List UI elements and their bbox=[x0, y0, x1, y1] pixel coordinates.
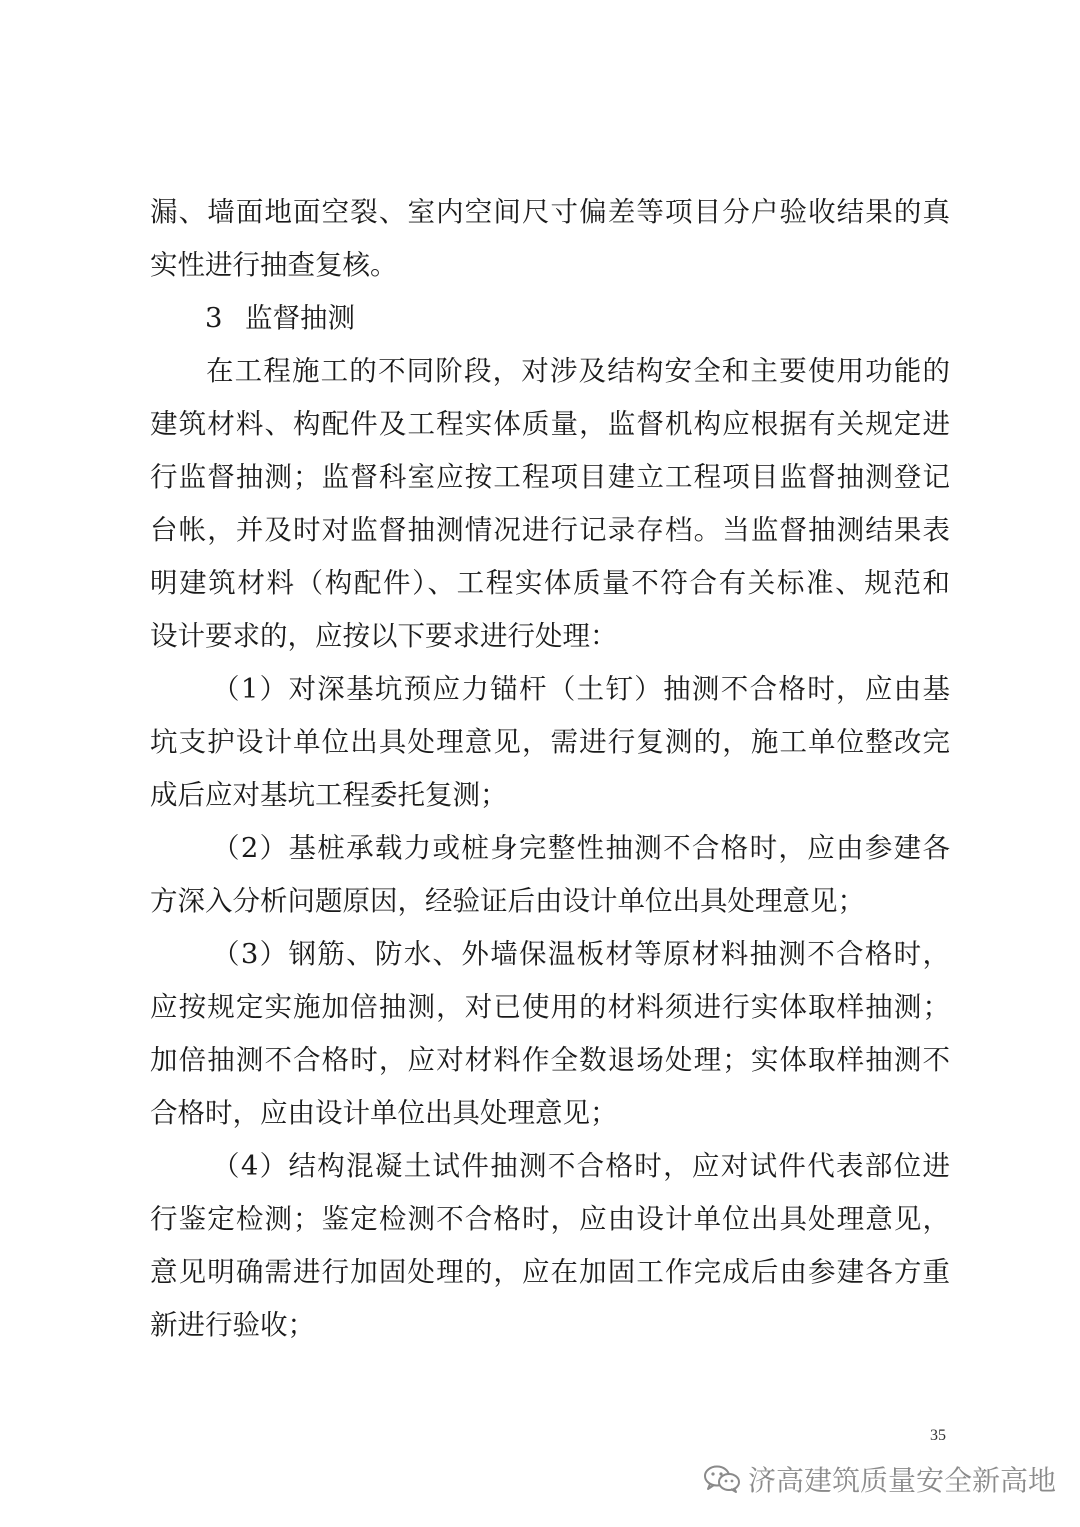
list-item-line: （3）钢筋、防水、外墙保温板材等原材料抽测不合格时， bbox=[212, 938, 950, 970]
text-line: 成后应对基坑工程委托复测； bbox=[150, 779, 508, 811]
text-line: 新进行验收； bbox=[150, 1309, 315, 1341]
text-line: 应按规定实施加倍抽测，对已使用的材料须进行实体取样抽测； bbox=[150, 991, 950, 1023]
section-heading bbox=[150, 292, 950, 345]
text-line: 加倍抽测不合格时，应对材料作全数退场处理；实体取样抽测不 bbox=[150, 1044, 950, 1076]
text-line: 坑支护设计单位出具处理意见，需进行复测的，施工单位整改完 bbox=[150, 726, 950, 758]
section-title: 监督抽测 bbox=[245, 302, 355, 334]
list-item-line: （1）对深基坑预应力锚杆（土钉）抽测不合格时，应由基 bbox=[212, 673, 950, 705]
document-body bbox=[150, 186, 950, 1352]
wechat-icon bbox=[702, 1464, 742, 1494]
text-line: 行监督抽测；监督科室应按工程项目建立工程项目监督抽测登记 bbox=[150, 461, 950, 493]
watermark bbox=[702, 1461, 1056, 1497]
text-line: 建筑材料、构配件及工程实体质量，监督机构应根据有关规定进 bbox=[150, 408, 950, 440]
page-number: 35 bbox=[930, 1427, 946, 1444]
text-line: 在工程施工的不同阶段，对涉及结构安全和主要使用功能的 bbox=[206, 355, 950, 387]
text-line: 意见明确需进行加固处理的，应在加固工作完成后由参建各方重 bbox=[150, 1256, 950, 1288]
list-item-line: （4）结构混凝土试件抽测不合格时，应对试件代表部位进 bbox=[212, 1150, 950, 1182]
text-line: 明建筑材料（构配件）、工程实体质量不符合有关标准、规范和 bbox=[150, 567, 950, 599]
text-line: 方深入分析问题原因，经验证后由设计单位出具处理意见； bbox=[150, 885, 865, 917]
section-number: 3 bbox=[205, 302, 223, 334]
text-line: 台帐，并及时对监督抽测情况进行记录存档。当监督抽测结果表 bbox=[150, 514, 950, 546]
text-line: 实性进行抽查复核。 bbox=[150, 249, 398, 281]
text-line: 合格时，应由设计单位出具处理意见； bbox=[150, 1097, 618, 1129]
list-item-line: （2）基桩承载力或桩身完整性抽测不合格时，应由参建各 bbox=[212, 832, 950, 864]
text-line: 设计要求的，应按以下要求进行处理： bbox=[150, 620, 618, 652]
text-line: 漏、墙面地面空裂、室内空间尺寸偏差等项目分户验收结果的真 bbox=[150, 196, 950, 228]
text-line: 行鉴定检测；鉴定检测不合格时，应由设计单位出具处理意见， bbox=[150, 1203, 950, 1235]
watermark-text: 济高建筑质量安全新高地 bbox=[748, 1464, 1057, 1497]
